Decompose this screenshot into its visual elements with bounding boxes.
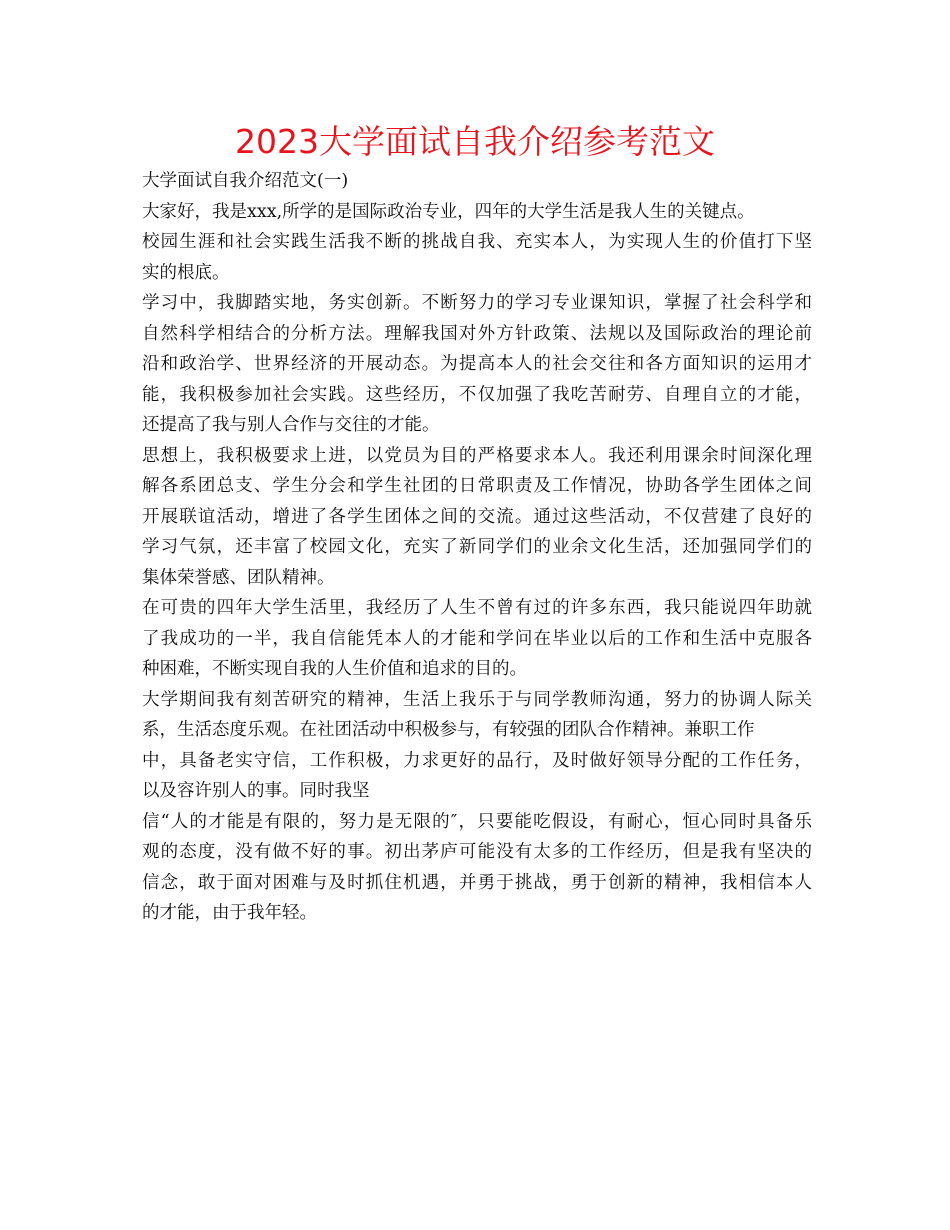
text-line: 校园生涯和社会实践生活我不断的挑战自我、充实本人，为实现人生的价值打下坚 — [142, 232, 812, 252]
text-line: 大家好，我是xxx,所学的是国际政治专业，四年的大学生活是我人生的关键点。 — [142, 201, 755, 222]
text-line: 系，生活态度乐观。在社团活动中积极参与，有较强的团队合作精神。兼职工作 — [142, 720, 755, 740]
text-line: 大学期间我有刻苦研究的精神，生活上我乐于与同学教师沟通，努力的协调人际关 — [142, 689, 812, 710]
text-line: 学习气氛，还丰富了校园文化，充实了新同学们的业余文化生活，还加强同学们的 — [142, 537, 812, 557]
text-line: 能，我积极参加社会实践。这些经历，不仅加强了我吃苦耐劳、自理自立的才能， — [142, 384, 812, 405]
text-line: 在可贵的四年大学生活里，我经历了人生不曾有过的许多东西，我只能说四年助就 — [142, 598, 812, 618]
text-line: 学习中，我脚踏实地，务实创新。不断努力的学习专业课知识，掌握了社会科学和 — [142, 293, 812, 313]
text-line: 以及容许别人的事。同时我坚 — [142, 781, 370, 801]
text-line: 解各系团总支、学生分会和学生社团的日常职责及工作情况，协助各学生团体之间 — [142, 476, 812, 496]
text-line: 中，具备老实守信，工作积极，力求更好的品行，及时做好领导分配的工作任务， — [142, 750, 812, 771]
text-line: 自然科学相结合的分析方法。理解我国对外方针政策、法规以及国际政治的理论前 — [142, 323, 812, 344]
text-line: 了我成功的一半，我自信能凭本人的才能和学问在毕业以后的工作和生活中克服各 — [142, 628, 812, 649]
text-line: 信“人的才能是有限的，努力是无限的″，只要能吃假设，有耐心，恒心同时具备乐 — [142, 811, 812, 832]
text-line: 沿和政治学、世界经济的开展动态。为提高本人的社会交往和各方面知识的运用才 — [142, 354, 812, 374]
document-title: 2023大学面试自我介绍参考范文 — [235, 122, 715, 161]
text-line: 观的态度，没有做不好的事。初出茅庐可能没有太多的工作经历，但是我有坚决的 — [142, 842, 812, 862]
text-line: 实的根底。 — [142, 262, 230, 283]
text-line: 的才能，由于我年轻。 — [142, 903, 317, 923]
text-line: 还提高了我与别人合作与交往的才能。 — [142, 415, 440, 435]
text-line: 大学面试自我介绍范文(一) — [142, 171, 349, 191]
document-body — [142, 166, 812, 929]
text-line: 思想上，我积极要求上进，以党员为目的严格要求本人。我还利用课余时间深化理 — [142, 445, 812, 466]
text-line: 开展联谊活动，增进了各学生团体之间的交流。通过这些活动，不仅营建了良好的 — [142, 506, 812, 527]
text-line: 集体荣誉感、团队精神。 — [142, 567, 335, 588]
text-line: 种困难，不断实现自我的人生价值和追求的目的。 — [142, 659, 527, 679]
text-line: 信念，敢于面对困难与及时抓住机遇，并勇于挑战，勇于创新的精神，我相信本人 — [142, 872, 812, 893]
